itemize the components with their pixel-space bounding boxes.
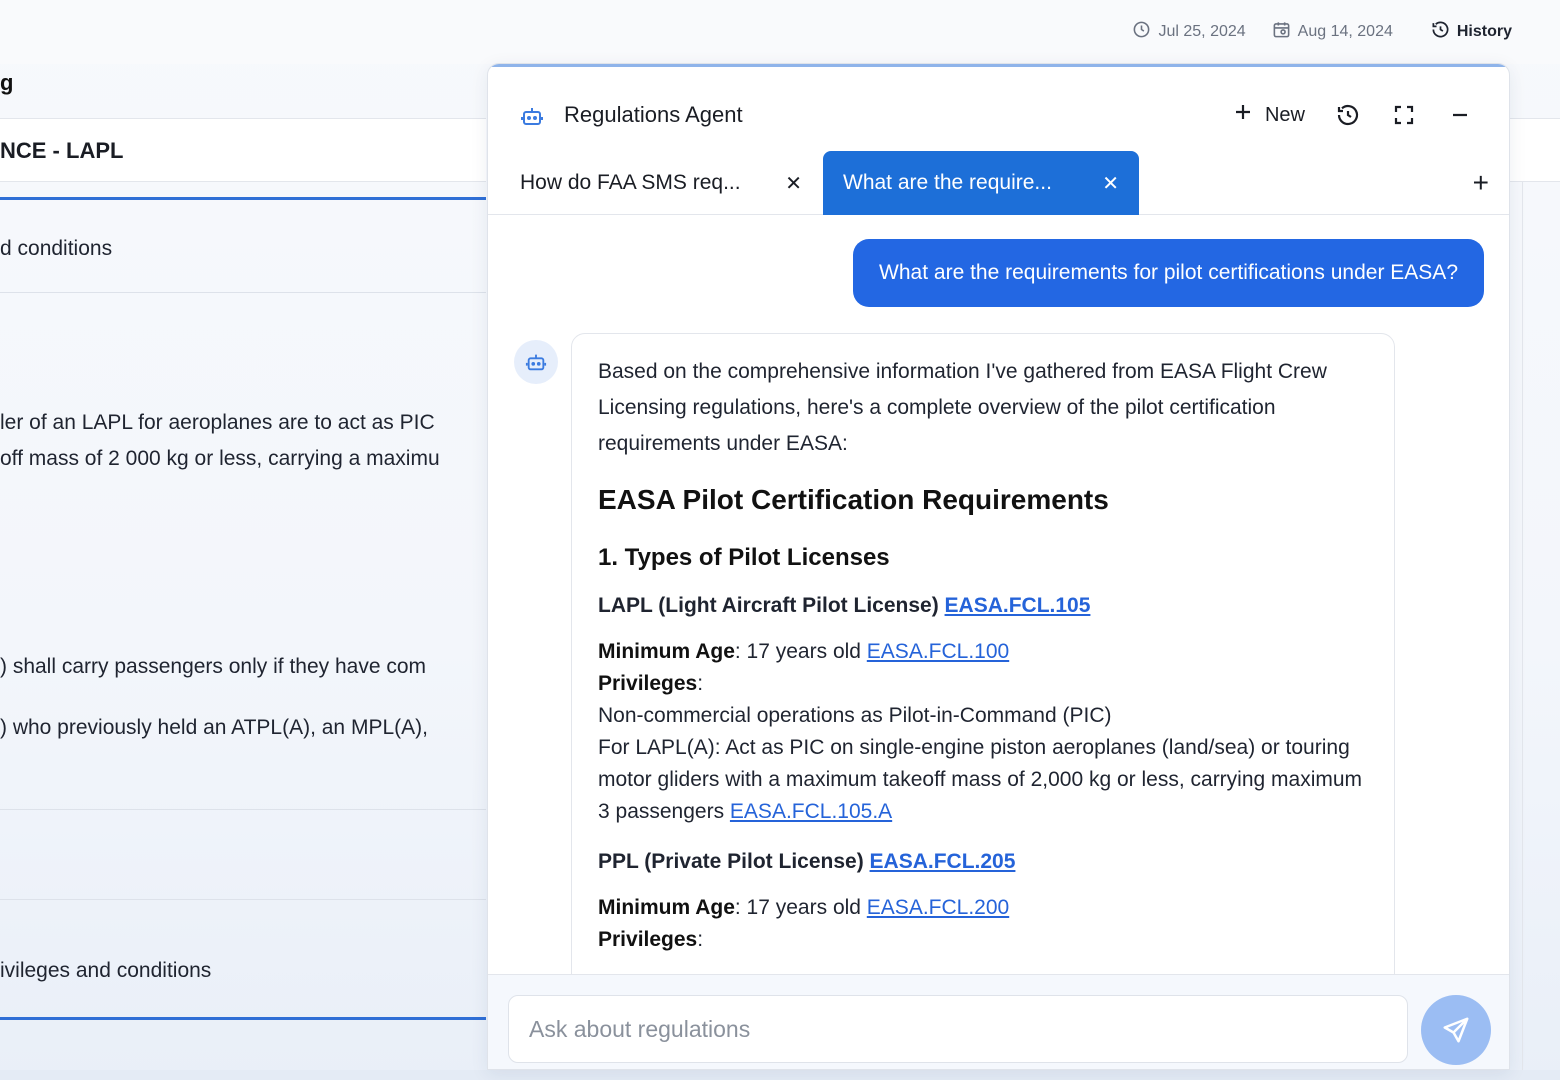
robot-icon <box>520 104 544 128</box>
calendar-icon <box>1272 20 1291 44</box>
close-icon[interactable]: ✕ <box>785 172 802 195</box>
panel-header <box>488 84 1509 144</box>
assistant-avatar <box>514 340 558 384</box>
new-chat-label: New <box>1264 103 1305 126</box>
document-text: ler of an LAPL for aeroplanes are to act as PIC <box>0 411 435 434</box>
section-header-edge <box>1510 118 1560 182</box>
history-label: History <box>1456 23 1512 40</box>
panel-top-accent <box>488 64 1509 67</box>
document-text: off mass of 2 000 kg or less, carrying a maximu <box>0 447 440 470</box>
min-age-value: : 17 years old <box>734 896 867 919</box>
active-section-indicator <box>0 197 486 200</box>
panel-title: Regulations Agent <box>564 102 743 127</box>
message-composer <box>488 974 1509 1069</box>
new-chat-button[interactable] <box>1231 100 1305 130</box>
document-row[interactable]: d conditions <box>0 237 113 260</box>
date-range <box>1132 20 1512 44</box>
top-bar <box>0 0 1560 64</box>
section-title: NCE - LAPL <box>0 138 124 163</box>
response-heading: EASA Pilot Certification Requirements <box>598 484 1109 515</box>
history-icon <box>1431 20 1450 44</box>
expand-icon <box>1392 103 1416 127</box>
regulation-link[interactable]: EASA.FCL.100 <box>866 640 1010 663</box>
document-title: g <box>0 70 14 95</box>
response-subheading: 1. Types of Pilot Licenses <box>598 544 890 571</box>
chat-history-button[interactable] <box>1335 102 1361 128</box>
plus-icon <box>1231 100 1255 130</box>
minus-icon <box>1448 103 1472 127</box>
document-text: ) shall carry passengers only if they have com <box>0 655 427 678</box>
bottom-strip <box>0 1070 1560 1080</box>
clock-icon <box>1132 20 1151 44</box>
send-button[interactable] <box>1421 995 1491 1065</box>
send-icon <box>1441 1015 1471 1045</box>
ppl-details: Minimum Age: 17 years old EASA.FCL.200 Privileges: <box>598 896 1010 951</box>
regulation-link[interactable]: EASA.FCL.205 <box>869 850 1016 873</box>
privileges-label: Privileges <box>598 928 698 951</box>
add-tab-button[interactable]: + <box>1472 167 1489 198</box>
chat-messages[interactable] <box>488 216 1509 976</box>
chat-tab-active[interactable] <box>823 151 1139 215</box>
history-button[interactable] <box>1431 20 1512 44</box>
section-header[interactable] <box>0 118 486 182</box>
chat-tab-label: How do FAA SMS req... <box>520 171 741 194</box>
rail-divider <box>1522 182 1523 1070</box>
divider <box>0 809 486 810</box>
regulation-link[interactable]: EASA.FCL.105.A <box>729 800 893 823</box>
min-age-label: Minimum Age <box>598 640 735 663</box>
divider <box>0 899 486 900</box>
chat-tabs <box>488 151 1509 215</box>
assistant-message <box>571 333 1395 976</box>
robot-icon <box>525 351 547 373</box>
message-input[interactable] <box>508 995 1408 1063</box>
lapl-title: LAPL (Light Aircraft Pilot License) EASA.FCL.105 <box>598 594 1091 617</box>
end-date[interactable] <box>1272 20 1393 44</box>
lapl-details: Minimum Age: 17 years old EASA.FCL.100 Privileges: Non-commercial operations as Pilot-in-Command (PIC) For LAPL(A): Act as PIC on single-engine piston aeroplanes (land/sea) or touring motor gliders with a maximum takeoff mass of 2,000 kg or less, carrying maximum 3 passengers EASA.FCL.105.A <box>598 636 1368 828</box>
end-date-label: Aug 14, 2024 <box>1297 23 1393 40</box>
min-age-value: : 17 years old <box>734 640 867 663</box>
history-icon <box>1336 103 1360 127</box>
regulation-link[interactable]: EASA.FCL.105 <box>944 594 1091 617</box>
regulation-document <box>0 64 486 1070</box>
privileges-label: Privileges <box>598 672 698 695</box>
minimize-button[interactable] <box>1447 102 1473 128</box>
ppl-title: PPL (Private Pilot License) EASA.FCL.205 <box>598 850 1016 873</box>
close-icon[interactable]: ✕ <box>1102 172 1119 195</box>
divider <box>0 292 486 293</box>
privilege-item: Non-commercial operations as Pilot-in-Command (PIC) <box>598 704 1112 727</box>
start-date-label: Jul 25, 2024 <box>1158 23 1246 40</box>
active-section-indicator <box>0 1017 486 1020</box>
regulation-link[interactable]: EASA.FCL.200 <box>866 896 1010 919</box>
user-message: What are the requirements for pilot certifications under EASA? <box>853 239 1484 307</box>
privilege-item: For LAPL(A): Act as PIC on single-engine piston aeroplanes (land/sea) or touring motor gliders with a maximum takeoff mass of 2,000 kg or less, carrying maximum 3 passengers EASA.FCL.105.A <box>598 736 1363 823</box>
start-date[interactable] <box>1132 20 1245 44</box>
chat-tab-label: What are the require... <box>843 171 1052 194</box>
response-intro: Based on the comprehensive information I've gathered from EASA Flight Crew Licensing regulations, here's a complete overview of the pilot certification requirements under EASA: <box>598 360 1327 455</box>
min-age-label: Minimum Age <box>598 896 735 919</box>
document-text: ) who previously held an ATPL(A), an MPL(A), <box>0 716 428 739</box>
fullscreen-button[interactable] <box>1391 102 1417 128</box>
chat-tab[interactable] <box>488 151 822 215</box>
regulations-agent-panel <box>487 63 1510 1070</box>
panel-actions <box>1231 100 1473 130</box>
document-row[interactable]: ivileges and conditions <box>0 959 212 982</box>
